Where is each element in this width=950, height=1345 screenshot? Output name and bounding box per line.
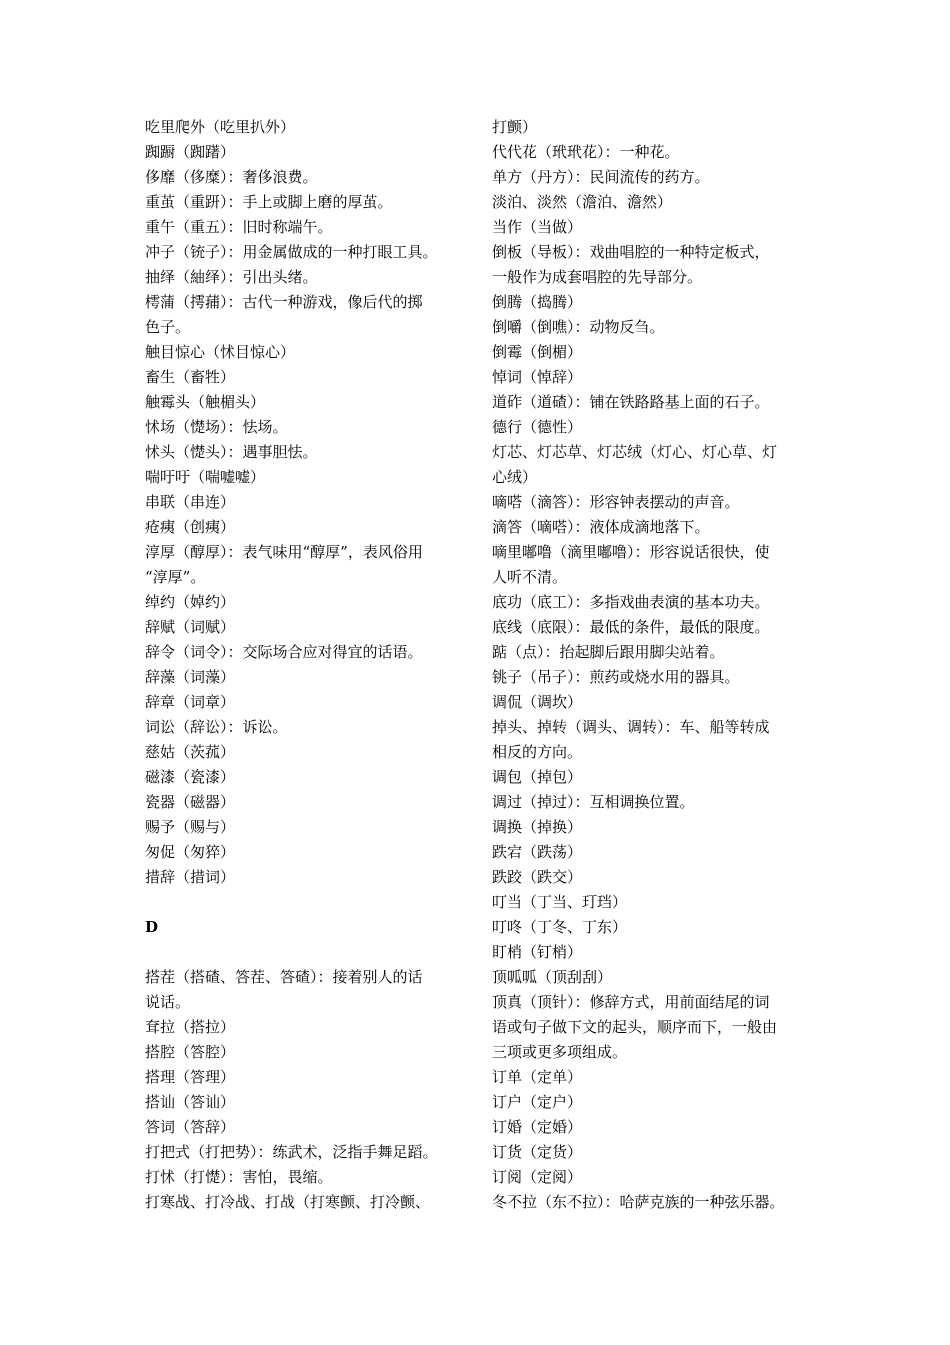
text-line: 慈姑（茨菰）: [145, 743, 236, 761]
text-line: 耷拉（搭拉）: [145, 1018, 236, 1036]
text-line: 顶真（顶针）：修辞方式，用前面结尾的词: [492, 993, 770, 1011]
text-line: 代代花（玳玳花）：一种花。: [492, 143, 680, 161]
left-text-column: [145, 115, 467, 1215]
text-line: 打把式（打把势）：练武术，泛指手舞足蹈。: [145, 1143, 438, 1161]
text-line: 订单（定单）: [492, 1068, 583, 1086]
text-line: 说话。: [145, 993, 191, 1011]
text-line: 辞令（词令）：交际场合应对得宜的话语。: [145, 643, 423, 661]
text-line: 赐予（赐与）: [145, 818, 236, 836]
text-line: 重午（重五）：旧时称端午。: [145, 218, 333, 236]
text-line: 瓷器（磁器）: [145, 793, 236, 811]
text-line: 倒嚼（倒噍）：动物反刍。: [492, 318, 665, 336]
text-line: 单方（丹方）：民间流传的药方。: [492, 168, 710, 186]
text-line: 订阅（定阅）: [492, 1168, 583, 1186]
text-line: 心绒）: [492, 468, 538, 486]
text-line: 措辞（措词）: [145, 868, 236, 886]
text-line: 触霉头（触楣头）: [145, 393, 266, 411]
text-line: 倒霉（倒楣）: [492, 343, 583, 361]
text-line: 匆促（匆猝）: [145, 843, 236, 861]
text-line: 抽绎（紬绎）：引出头绪。: [145, 268, 318, 286]
text-line: “淳厚”。: [145, 568, 206, 586]
text-line: 订货（定货）: [492, 1143, 583, 1161]
text-line: 德行（德性）: [492, 418, 583, 436]
text-line: 绰约（婥约）: [145, 593, 236, 611]
text-line: 调过（掉过）：互相调换位置。: [492, 793, 695, 811]
text-line: 打寒战、打冷战、打战（打寒颤、打冷颤、: [145, 1193, 431, 1211]
text-line: 淡泊、淡然（澹泊、澹然）: [492, 193, 673, 211]
text-line: 淳厚（醇厚）：表气味用“醇厚”，表风俗用: [145, 543, 423, 561]
text-line: 搭讪（答讪）: [145, 1093, 236, 1111]
text-line: 冬不拉（东不拉）：哈萨克族的一种弦乐器。: [492, 1193, 785, 1211]
text-line: 嘀嗒（滴答）：形容钟表摆动的声音。: [492, 493, 740, 511]
text-line: 辞赋（词赋）: [145, 618, 236, 636]
text-line: 调包（掉包）: [492, 768, 583, 786]
text-line: 侈靡（侈糜）：奢侈浪费。: [145, 168, 318, 186]
text-line: 辞章（词章）: [145, 693, 236, 711]
text-line: 搭茬（搭碴、答茬、答碴）：接着别人的话: [145, 968, 423, 986]
text-line: 词讼（辞讼）：诉讼。: [145, 718, 288, 736]
text-line: 调换（掉换）: [492, 818, 583, 836]
text-line: 跌宕（跌荡）: [492, 843, 583, 861]
text-line: 人听不清。: [492, 568, 568, 586]
text-line: 疮痍（创痍）: [145, 518, 236, 536]
text-line: 灯芯、灯芯草、灯芯绒（灯心、灯心草、灯: [492, 443, 778, 461]
text-line: 悼词（悼辞）: [492, 368, 583, 386]
text-line: 倒板（导板）：戏曲唱腔的一种特定板式，: [492, 243, 770, 261]
text-line: 辞藻（词藻）: [145, 668, 236, 686]
text-line: 踟蹰（踟躇）: [145, 143, 236, 161]
text-line: 搭腔（答腔）: [145, 1043, 236, 1061]
text-line: 重茧（重趼）：手上或脚上磨的厚茧。: [145, 193, 393, 211]
text-line: 畜生（畜牲）: [145, 368, 236, 386]
text-line: 叮当（丁当、玎珰）: [492, 893, 628, 911]
text-line: 相反的方向。: [492, 743, 583, 761]
text-line: 底线（底限）：最低的条件，最低的限度。: [492, 618, 770, 636]
text-line: 串联（串连）: [145, 493, 236, 511]
text-line: 铫子（吊子）：煎药或烧水用的器具。: [492, 668, 740, 686]
text-line: 打颤）: [492, 118, 538, 136]
text-line: 顶呱呱（顶刮刮）: [492, 968, 613, 986]
text-line: 掉头、掉转（调头、调转）：车、船等转成: [492, 718, 770, 736]
text-line: 叮咚（丁冬、丁东）: [492, 918, 628, 936]
text-line: 当作（当做）: [492, 218, 583, 236]
text-line: 订户（定户）: [492, 1093, 583, 1111]
text-line: 搭理（答理）: [145, 1068, 236, 1086]
text-line: 盯梢（钉梢）: [492, 943, 583, 961]
text-line: 一般作为成套唱腔的先导部分。: [492, 268, 703, 286]
text-line: 色子。: [145, 318, 191, 336]
text-line: 打怵（打憷）：害怕，畏缩。: [145, 1168, 333, 1186]
right-text-column: [492, 115, 814, 1215]
text-line: 吃里爬外（吃里扒外）: [145, 118, 296, 136]
section-heading-d: D: [145, 918, 159, 936]
text-line: 樗蒲（摴蒱）：古代一种游戏，像后代的掷: [145, 293, 423, 311]
text-line: 喘吁吁（喘嘘嘘）: [145, 468, 266, 486]
text-line: 语或句子做下文的起头，顺序而下，一般由: [492, 1018, 778, 1036]
text-line: 跌跤（跌交）: [492, 868, 583, 886]
text-line: 道砟（道碴）：铺在铁路路基上面的石子。: [492, 393, 770, 411]
text-line: 倒腾（捣腾）: [492, 293, 583, 311]
text-line: 订婚（定婚）: [492, 1118, 583, 1136]
text-line: 答词（答辞）: [145, 1118, 236, 1136]
text-line: 嘀里嘟噜（滴里嘟噜）：形容说话很快，使: [492, 543, 770, 561]
text-line: 踮（点）：抬起脚后跟用脚尖站着。: [492, 643, 725, 661]
blank-line: [145, 890, 467, 915]
text-line: 三项或更多项组成。: [492, 1043, 628, 1061]
text-line: 底功（底工）：多指戏曲表演的基本功夫。: [492, 593, 770, 611]
text-line: 磁漆（瓷漆）: [145, 768, 236, 786]
text-line: 触目惊心（怵目惊心）: [145, 343, 296, 361]
text-line: 滴答（嘀嗒）：液体成滴地落下。: [492, 518, 710, 536]
text-line: 调侃（调坎）: [492, 693, 583, 711]
blank-line: [145, 940, 467, 965]
text-line: 冲子（铳子）：用金属做成的一种打眼工具。: [145, 243, 438, 261]
text-line: 怵头（憷头）：遇事胆怯。: [145, 443, 318, 461]
text-line: 怵场（憷场）：怯场。: [145, 418, 288, 436]
